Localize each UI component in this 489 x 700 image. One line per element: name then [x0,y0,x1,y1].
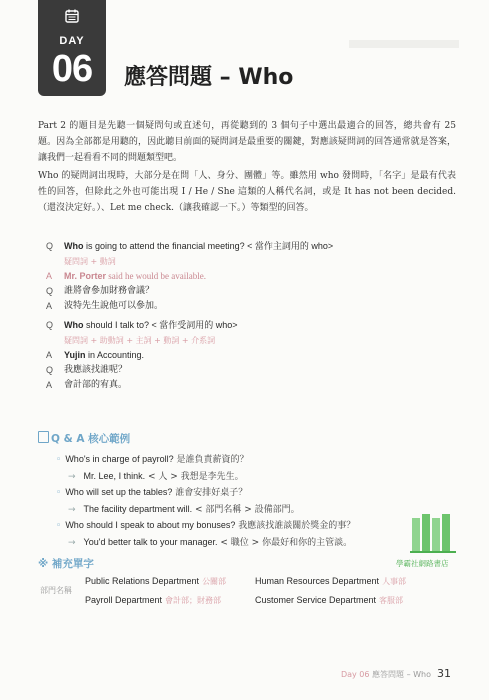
a-marker: A [46,350,53,360]
list-item: → You'd better talk to your manager. < 職位 > 你最好和你的主管談。 [68,536,353,548]
question-text: Who is going to attend the financial meeting? < 當作主詞用的 who> [64,241,334,251]
arrow-icon: → [68,537,76,548]
list-item: → The facility department will. < 部門名稱 > 設備部門。 [68,503,300,515]
vocab-term: Customer Service Department 客服部 [255,595,404,605]
bookstore-name: 學霸社網路書店 [396,559,449,568]
page-footer: Day 06 應答問題 – Who 31 [340,667,451,680]
a-marker: A [46,271,53,281]
a-marker: A [46,301,53,311]
list-item: ◦ Who's in charge of payroll? 是誰負責薪資的？ [56,454,249,465]
day-label: DAY [59,35,85,47]
supplement-heading: ※ 補充單字 [38,558,94,570]
vocab-term: Payroll Department 會計部；財務部 [85,595,222,605]
section-heading: Q & A 核心範例 [38,431,130,446]
grammar-note: 疑問詞 + 動詞 [64,257,116,266]
bullet-icon: ◦ [56,455,62,465]
page-number: 31 [437,667,451,680]
example-list [56,451,436,550]
q-marker: Q [46,320,54,330]
vocab-term: Human Resources Department 人事部 [255,576,407,586]
a-marker: A [46,380,53,390]
day-number: 06 [51,48,93,90]
intro-paragraph-2: Who 的疑問詞出現時，大部分是在問「人、身分、團體」等。雖然用 who 發問時，「名字」是最有代表性的回答，但除此之外也可能出現 I / He / She 這類的人稱代名詞，或是 It has not been decided.（還沒決定好。）、Let me check.（讓我確認一下。）等類型的回答。 [38,171,456,213]
vocab-category-label: 部門名稱 [40,586,72,595]
arrow-icon: → [68,471,76,482]
question-translation: 我應該找誰呢？ [64,365,128,375]
arrow-icon: → [68,504,76,515]
list-item: → Mr. Lee, I think. < 人 > 我想是李先生。 [68,470,244,482]
bookstore-logo [408,510,458,556]
intro-paragraph-1: Part 2 的題目是先聽一個疑問句或直述句，再從聽到的 3 個句子中選出最適合的回答，總共會有 25 題。因為全部都是用聽的，因此聽目前面的疑問詞是最重要的關鍵，對應該疑問詞的回答通常就是答案，讓我們一起看看不同的問題類型吧。 [38,121,456,163]
day-badge [38,0,106,96]
notepad-icon [38,431,49,443]
grammar-note: 疑問詞 + 助動詞 + 主詞 + 動詞 + 介系詞 [64,336,216,345]
qa-example-2 [46,318,446,393]
answer-text: Mr. Porter said he would be available. [64,271,206,281]
q-marker: Q [46,241,54,251]
calendar-icon [65,9,79,23]
bullet-icon: ◦ [56,488,62,498]
q-marker: Q [46,286,54,296]
bullet-icon: ◦ [56,521,62,531]
question-text: Who should I talk to? < 當作受詞用的 who> [64,320,238,330]
question-translation: 誰將會參加財務會議？ [64,286,155,296]
list-item: ◦ Who will set up the tables? 誰會安排好桌子？ [56,487,248,498]
page-title: 應答問題 – Who [124,65,294,90]
answer-translation: 波特先生說他可以參加。 [64,301,164,311]
q-marker: Q [46,365,54,375]
qa-example-1 [46,239,446,314]
faint-header-mark [349,40,459,48]
answer-translation: 會計部的宥真。 [64,380,128,390]
list-item: ◦ Who should I speak to about my bonuses? 我應該找誰談關於獎金的事？ [56,520,356,531]
answer-text: Yujin in Accounting. [64,350,145,360]
vocab-term: Public Relations Department 公關部 [85,576,227,586]
